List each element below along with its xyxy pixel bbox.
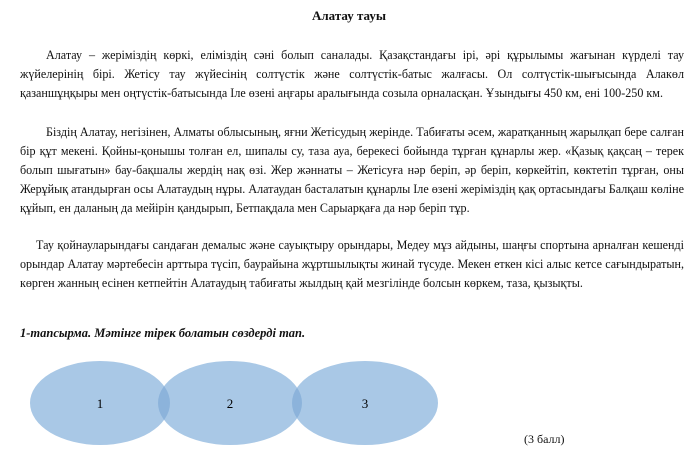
document-title: Алатау тауы [311,8,386,23]
venn-label-1: 1 [96,396,104,411]
paragraph-2: Біздің Алатау, негізінен, Алматы облысының, яғни Жетісудың жерінде. Табиғаты әсем, жаратқанның жарылқап бере салған бір құт мекені. Қойны-қонышы толған ел, шипалы су, таза ауа, берекесі бойында тұрған құнарлы жер. «Қазық қақсаң – терек болып шығатын» бау-бақшалы жердің нақ өзі. Жер жәннаты – Жетісуға нәр беріп, әр беріп, көркейтіп, көктетіп тұрған, оны Жерұйық атандырған осы Алатаудың нұры. Алатаудан басталатын құнарлы Іле өзені жеріміздің қақ ортасындағы Балқаш көліне құйып, ен даланың да мейірін қандырып, Бетпақдала мен Сарыарқаға да нәр беріп тұр. [20,125,684,215]
venn-label-3: 3 [361,396,369,411]
venn-diagram [0,358,698,458]
score-label: (3 балл) [524,432,565,446]
task-heading: 1-тапсырма. Мәтінге тірек болатын сөздерді тап. [20,326,306,340]
paragraph-3: Тау қойнауларындағы сандаған демалыс және сауықтыру орындары, Медеу мұз айдыны, шаңғы спортына арналған кешенді орындар Алатау мәртебесін арттыра түсіп, баурайына жұртшылықты жинай түсуде. Мекен еткен кісі алыс кетсе сағындыратын, көрген жанның есінен кетпейтін Алатаудың табиғаты жылдың қай мезгілінде болсын көркем, таза, қызықты. [20,238,684,290]
venn-label-2: 2 [226,396,234,411]
paragraph-1: Алатау – жеріміздің көркі, еліміздің сәні болып саналады. Қазақстандағы ірі, әрі құрылымы жағынан күрделі тау жүйелерінің бірі. Жетісу тау жүйесінің солтүстік және солтүстік-батыс жалғасы. Ол солтүстік-шығысында Алакөл қазаншұңқыры мен оңтүстік-батысында Іле өзені аңғары аралығында созыла орналасқан. Ұзындығы 450 км, ені 100-250 км. [20,48,684,100]
